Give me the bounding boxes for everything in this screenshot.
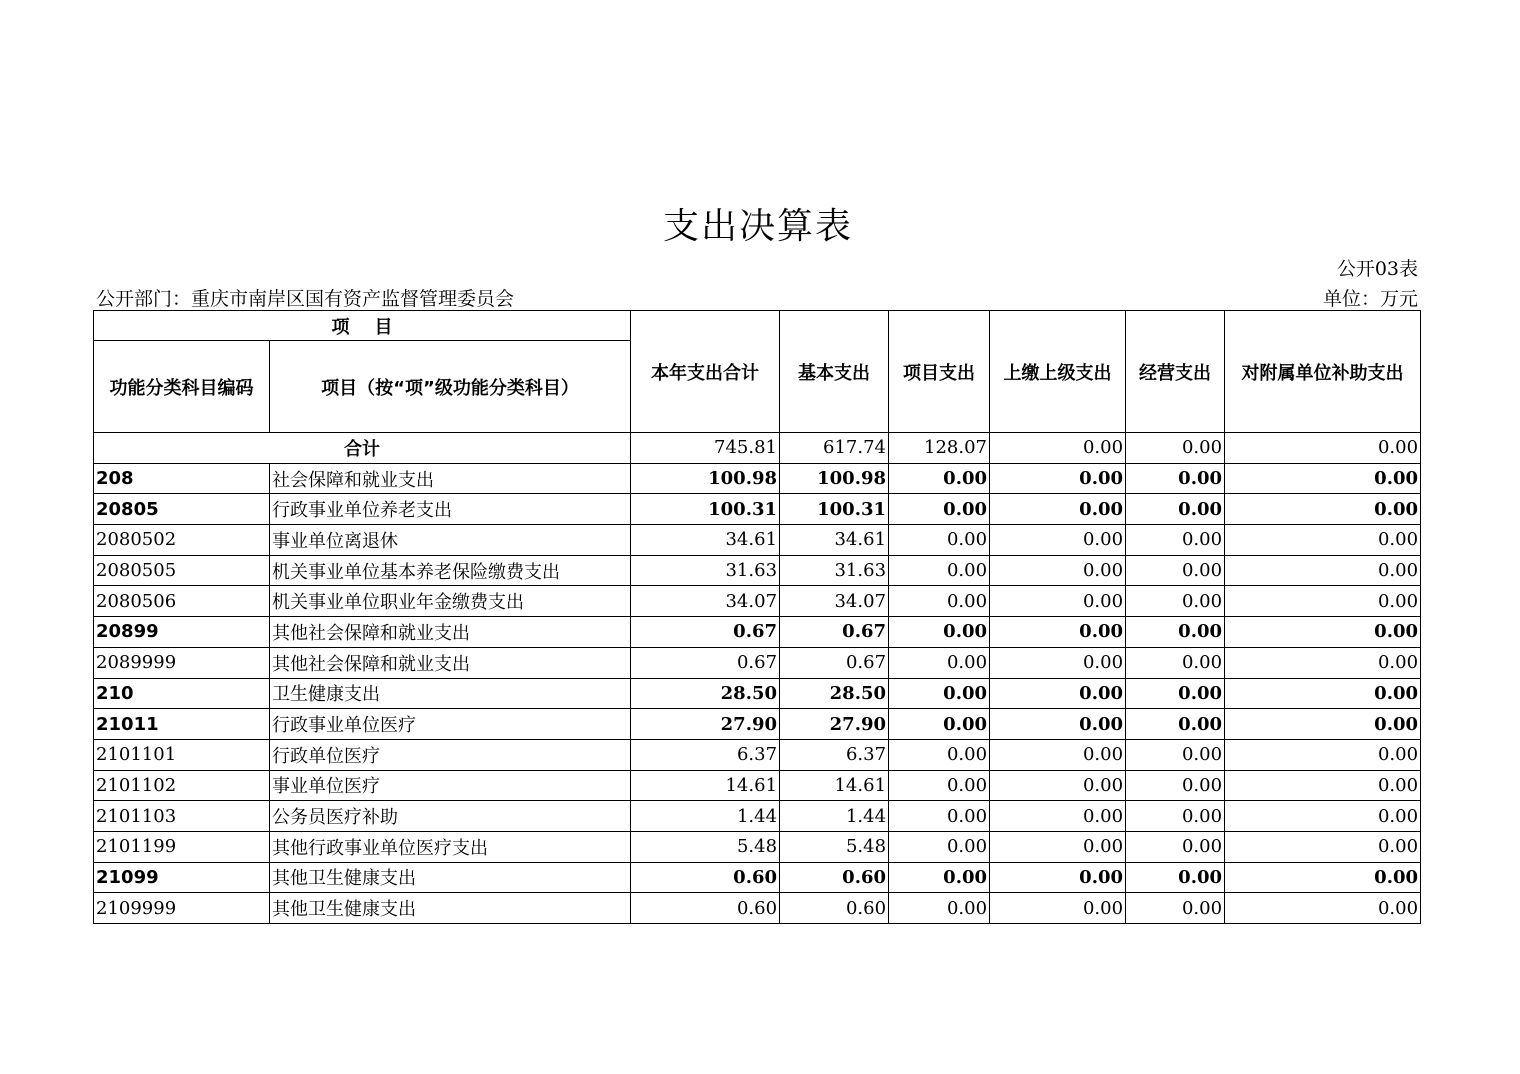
row-name: 机关事业单位职业年金缴费支出 xyxy=(270,586,631,617)
table-row xyxy=(94,678,1421,709)
row-value: 0.00 xyxy=(1126,617,1225,648)
row-value: 0.00 xyxy=(1225,862,1421,893)
expenditure-table xyxy=(93,310,1421,924)
table-row xyxy=(94,647,1421,678)
row-code: 2101103 xyxy=(94,801,270,832)
row-value: 100.98 xyxy=(631,463,780,494)
row-code: 20805 xyxy=(94,494,270,525)
row-value: 0.00 xyxy=(889,647,990,678)
row-value: 0.00 xyxy=(889,525,990,556)
row-value: 0.00 xyxy=(990,893,1126,924)
row-value: 0.60 xyxy=(780,893,889,924)
row-value: 0.00 xyxy=(1126,555,1225,586)
row-value: 0.60 xyxy=(631,862,780,893)
row-value: 1.44 xyxy=(780,801,889,832)
row-value: 0.00 xyxy=(990,555,1126,586)
row-code: 2101102 xyxy=(94,770,270,801)
row-value: 5.48 xyxy=(631,831,780,862)
row-value: 100.31 xyxy=(780,494,889,525)
row-value: 14.61 xyxy=(631,770,780,801)
row-value: 0.00 xyxy=(1126,893,1225,924)
total-row xyxy=(94,433,1421,464)
row-value: 0.00 xyxy=(990,831,1126,862)
header-project: 项目支出 xyxy=(889,311,990,433)
row-value: 0.00 xyxy=(1225,525,1421,556)
row-value: 0.00 xyxy=(1126,739,1225,770)
row-name: 事业单位医疗 xyxy=(270,770,631,801)
row-value: 0.00 xyxy=(990,770,1126,801)
row-name: 公务员医疗补助 xyxy=(270,801,631,832)
row-value: 0.00 xyxy=(1126,831,1225,862)
total-cell: 0.00 xyxy=(1126,433,1225,464)
row-code: 210 xyxy=(94,678,270,709)
table-row xyxy=(94,494,1421,525)
row-value: 27.90 xyxy=(631,709,780,740)
row-value: 0.00 xyxy=(889,586,990,617)
row-value: 0.00 xyxy=(1225,831,1421,862)
total-cell: 617.74 xyxy=(780,433,889,464)
row-value: 0.67 xyxy=(780,647,889,678)
row-value: 0.00 xyxy=(990,647,1126,678)
header-item-group: 项 目 xyxy=(94,311,631,341)
header-name: 项目（按“项”级功能分类科目） xyxy=(270,341,631,433)
row-value: 0.67 xyxy=(631,617,780,648)
row-value: 0.00 xyxy=(1126,678,1225,709)
row-value: 0.00 xyxy=(990,525,1126,556)
row-value: 0.00 xyxy=(1225,494,1421,525)
total-cell: 128.07 xyxy=(889,433,990,464)
row-value: 0.00 xyxy=(1225,709,1421,740)
row-value: 0.00 xyxy=(889,739,990,770)
row-value: 0.67 xyxy=(780,617,889,648)
row-value: 0.00 xyxy=(1126,709,1225,740)
table-row xyxy=(94,862,1421,893)
table-row xyxy=(94,739,1421,770)
row-code: 21099 xyxy=(94,862,270,893)
row-value: 0.00 xyxy=(1225,555,1421,586)
row-value: 28.50 xyxy=(631,678,780,709)
total-cell: 0.00 xyxy=(990,433,1126,464)
row-value: 0.00 xyxy=(1225,739,1421,770)
header-subsidy: 对附属单位补助支出 xyxy=(1225,311,1421,433)
total-label: 合计 xyxy=(94,433,631,464)
table-row xyxy=(94,463,1421,494)
row-code: 2109999 xyxy=(94,893,270,924)
table-row xyxy=(94,893,1421,924)
row-code: 20899 xyxy=(94,617,270,648)
row-value: 34.61 xyxy=(780,525,889,556)
table-row xyxy=(94,555,1421,586)
row-value: 0.00 xyxy=(1126,801,1225,832)
row-name: 其他行政事业单位医疗支出 xyxy=(270,831,631,862)
row-value: 0.00 xyxy=(1126,525,1225,556)
row-name: 行政事业单位医疗 xyxy=(270,709,631,740)
table-row xyxy=(94,709,1421,740)
row-value: 0.00 xyxy=(1225,586,1421,617)
row-code: 2089999 xyxy=(94,647,270,678)
row-value: 100.98 xyxy=(780,463,889,494)
row-value: 0.00 xyxy=(1126,463,1225,494)
row-value: 0.67 xyxy=(631,647,780,678)
row-value: 0.00 xyxy=(889,770,990,801)
table-row xyxy=(94,770,1421,801)
row-value: 1.44 xyxy=(631,801,780,832)
row-value: 0.00 xyxy=(889,678,990,709)
unit-label: 单位：万元 xyxy=(1322,288,1418,310)
row-value: 27.90 xyxy=(780,709,889,740)
row-value: 0.00 xyxy=(1225,463,1421,494)
row-value: 0.00 xyxy=(990,678,1126,709)
header-total: 本年支出合计 xyxy=(631,311,780,433)
row-name: 卫生健康支出 xyxy=(270,678,631,709)
row-value: 0.00 xyxy=(1225,801,1421,832)
row-value: 0.00 xyxy=(990,862,1126,893)
row-value: 0.00 xyxy=(889,893,990,924)
row-name: 其他社会保障和就业支出 xyxy=(270,617,631,648)
row-code: 2101101 xyxy=(94,739,270,770)
row-value: 6.37 xyxy=(631,739,780,770)
row-value: 6.37 xyxy=(780,739,889,770)
row-value: 31.63 xyxy=(631,555,780,586)
page-title: 支出决算表 xyxy=(662,206,853,247)
row-value: 0.00 xyxy=(1126,586,1225,617)
row-name: 行政事业单位养老支出 xyxy=(270,494,631,525)
form-number: 公开03表 xyxy=(1336,258,1418,280)
row-value: 0.00 xyxy=(889,862,990,893)
table-row xyxy=(94,617,1421,648)
row-value: 0.00 xyxy=(990,586,1126,617)
table-row xyxy=(94,831,1421,862)
row-value: 34.61 xyxy=(631,525,780,556)
row-code: 21011 xyxy=(94,709,270,740)
row-value: 0.00 xyxy=(1225,647,1421,678)
row-value: 14.61 xyxy=(780,770,889,801)
table-row xyxy=(94,586,1421,617)
row-code: 208 xyxy=(94,463,270,494)
row-value: 28.50 xyxy=(780,678,889,709)
row-value: 34.07 xyxy=(631,586,780,617)
row-value: 0.00 xyxy=(1225,678,1421,709)
row-code: 2080506 xyxy=(94,586,270,617)
row-value: 0.00 xyxy=(1225,617,1421,648)
row-value: 0.00 xyxy=(990,463,1126,494)
row-name: 其他卫生健康支出 xyxy=(270,862,631,893)
row-name: 机关事业单位基本养老保险缴费支出 xyxy=(270,555,631,586)
row-value: 0.00 xyxy=(990,617,1126,648)
row-value: 0.00 xyxy=(1225,770,1421,801)
row-value: 0.00 xyxy=(889,709,990,740)
row-name: 其他卫生健康支出 xyxy=(270,893,631,924)
row-value: 0.00 xyxy=(889,801,990,832)
row-name: 其他社会保障和就业支出 xyxy=(270,647,631,678)
row-value: 0.00 xyxy=(990,801,1126,832)
total-cell: 745.81 xyxy=(631,433,780,464)
header-upper: 上缴上级支出 xyxy=(990,311,1126,433)
header-code: 功能分类科目编码 xyxy=(94,341,270,433)
row-value: 0.00 xyxy=(889,831,990,862)
row-code: 2080505 xyxy=(94,555,270,586)
header-basic: 基本支出 xyxy=(780,311,889,433)
row-code: 2101199 xyxy=(94,831,270,862)
row-value: 0.00 xyxy=(990,494,1126,525)
row-code: 2080502 xyxy=(94,525,270,556)
row-value: 0.00 xyxy=(990,709,1126,740)
row-value: 0.00 xyxy=(889,463,990,494)
table-row xyxy=(94,525,1421,556)
row-value: 0.00 xyxy=(1126,647,1225,678)
row-value: 5.48 xyxy=(780,831,889,862)
row-name: 行政单位医疗 xyxy=(270,739,631,770)
row-value: 0.00 xyxy=(889,617,990,648)
total-cell: 0.00 xyxy=(1225,433,1421,464)
department-label: 公开部门：重庆市南岸区国有资产监督管理委员会 xyxy=(96,288,515,310)
row-value: 0.60 xyxy=(780,862,889,893)
row-value: 0.00 xyxy=(1126,494,1225,525)
row-name: 社会保障和就业支出 xyxy=(270,463,631,494)
row-value: 0.00 xyxy=(1225,893,1421,924)
row-value: 0.00 xyxy=(889,494,990,525)
header-business: 经营支出 xyxy=(1126,311,1225,433)
row-value: 0.00 xyxy=(990,739,1126,770)
row-value: 0.60 xyxy=(631,893,780,924)
row-value: 34.07 xyxy=(780,586,889,617)
row-value: 100.31 xyxy=(631,494,780,525)
row-name: 事业单位离退休 xyxy=(270,525,631,556)
row-value: 31.63 xyxy=(780,555,889,586)
row-value: 0.00 xyxy=(889,555,990,586)
row-value: 0.00 xyxy=(1126,862,1225,893)
row-value: 0.00 xyxy=(1126,770,1225,801)
table-row xyxy=(94,801,1421,832)
